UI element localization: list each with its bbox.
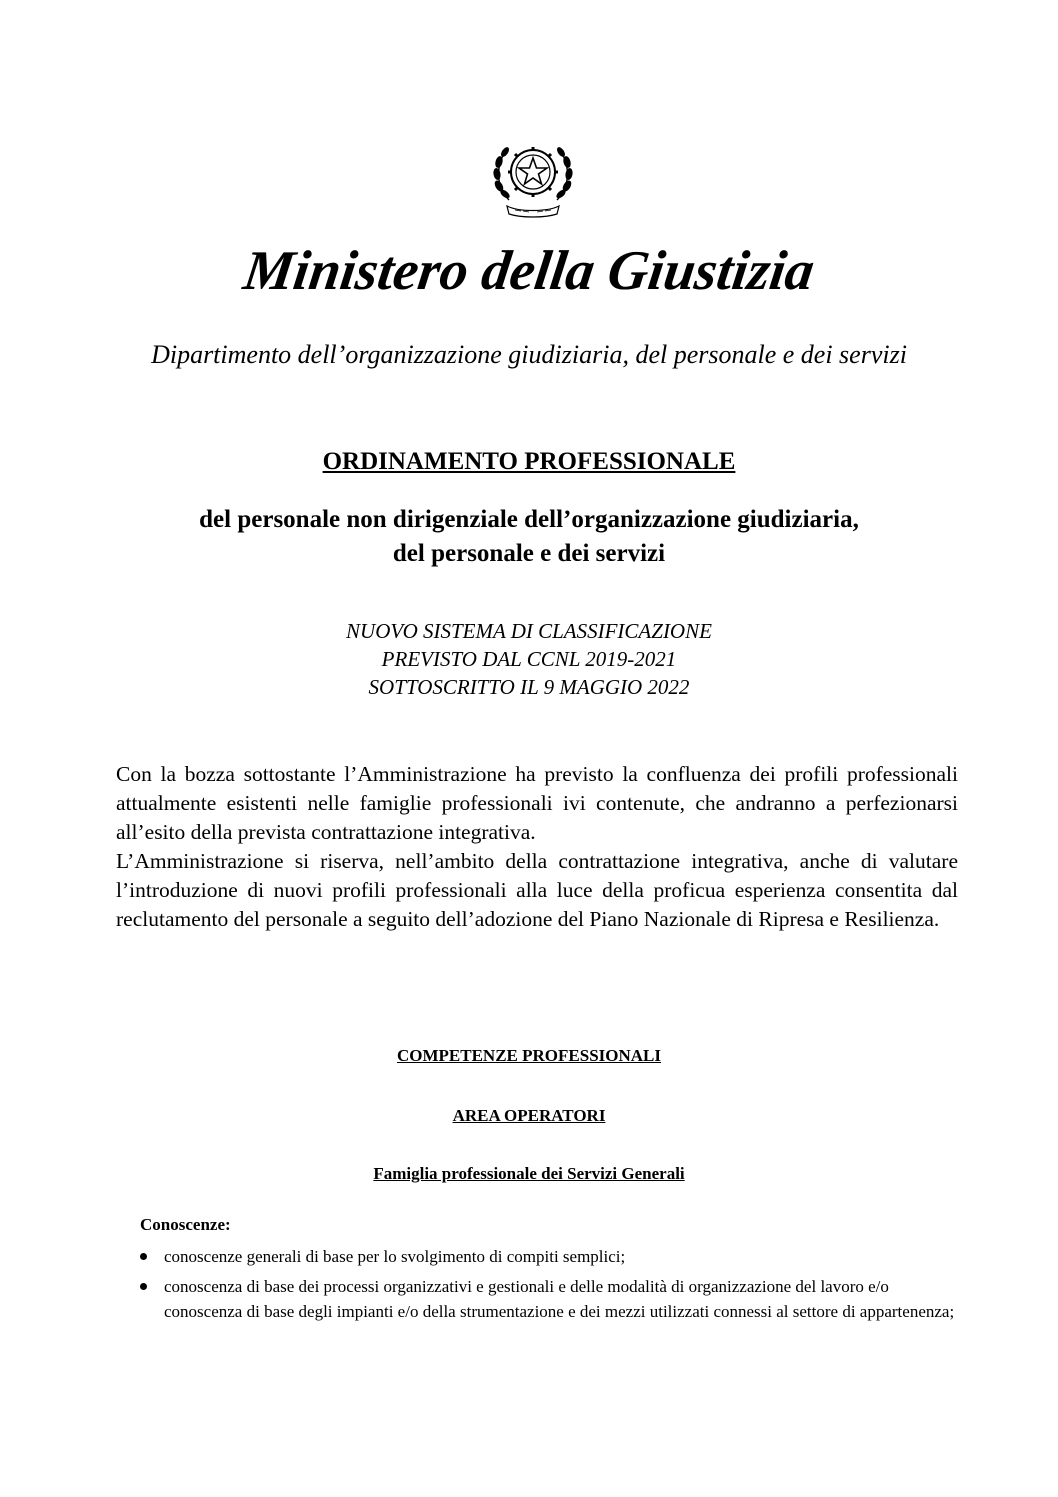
list-item [140, 1244, 960, 1269]
knowledge-list [140, 1244, 960, 1329]
knowledge-label: Conoscenze: [140, 1215, 231, 1234]
list-item-text: conoscenza di base dei processi organizzativi e gestionali e delle modalità di organizzazione del lavoro e/o conoscenza di base degli impianti e/o della strumentazione e dei mezzi utilizzati connessi al settore di appartenenza; [164, 1277, 955, 1321]
section-heading-famiglia: Famiglia professionale dei Servizi Generali [373, 1164, 685, 1183]
classification-line: NUOVO SISTEMA DI CLASSIFICAZIONE [346, 619, 712, 643]
list-item [140, 1274, 960, 1324]
subtitle-line: del personale non dirigenziale dell’organizzazione giudiziaria, [199, 506, 859, 533]
document-subtitle [0, 503, 1058, 571]
bullet-icon [140, 1283, 147, 1290]
classification-line: PREVISTO DAL CCNL 2019-2021 [381, 647, 677, 671]
classification-block [0, 617, 1058, 701]
ministry-name: Ministero della Giustizia [239, 240, 819, 302]
section-heading-competenze: COMPETENZE PROFESSIONALI [396, 1046, 661, 1065]
subtitle-line: del personale e dei servizi [392, 540, 666, 567]
section-heading-area: AREA OPERATORI [452, 1106, 606, 1125]
document-title: ORDINAMENTO PROFESSIONALE [322, 448, 736, 475]
list-item-text: conoscenze generali di base per lo svolgimento di compiti semplici; [164, 1247, 626, 1266]
bullet-icon [140, 1253, 147, 1260]
intro-text [116, 760, 958, 934]
department-name: Dipartimento dell’organizzazione giudiziaria, del personale e dei servizi [151, 340, 907, 369]
italian-republic-emblem-icon [487, 130, 579, 222]
classification-line: SOTTOSCRITTO IL 9 MAGGIO 2022 [368, 675, 690, 699]
intro-paragraph: L’Amministrazione si riserva, nell’ambito della contrattazione integrativa, anche di valutare l’introduzione di nuovi profili professionali alla luce della proficua esperienza consentita dal reclutamento del personale a seguito dell’adozione del Piano Nazionale di Ripresa e Resilienza. [116, 849, 958, 931]
intro-paragraph: Con la bozza sottostante l’Amministrazione ha previsto la confluenza dei profili professionali attualmente esistenti nelle famiglie professionali ivi contenute, che andranno a perfezionarsi all’esito della prevista contrattazione integrativa. [116, 762, 958, 844]
